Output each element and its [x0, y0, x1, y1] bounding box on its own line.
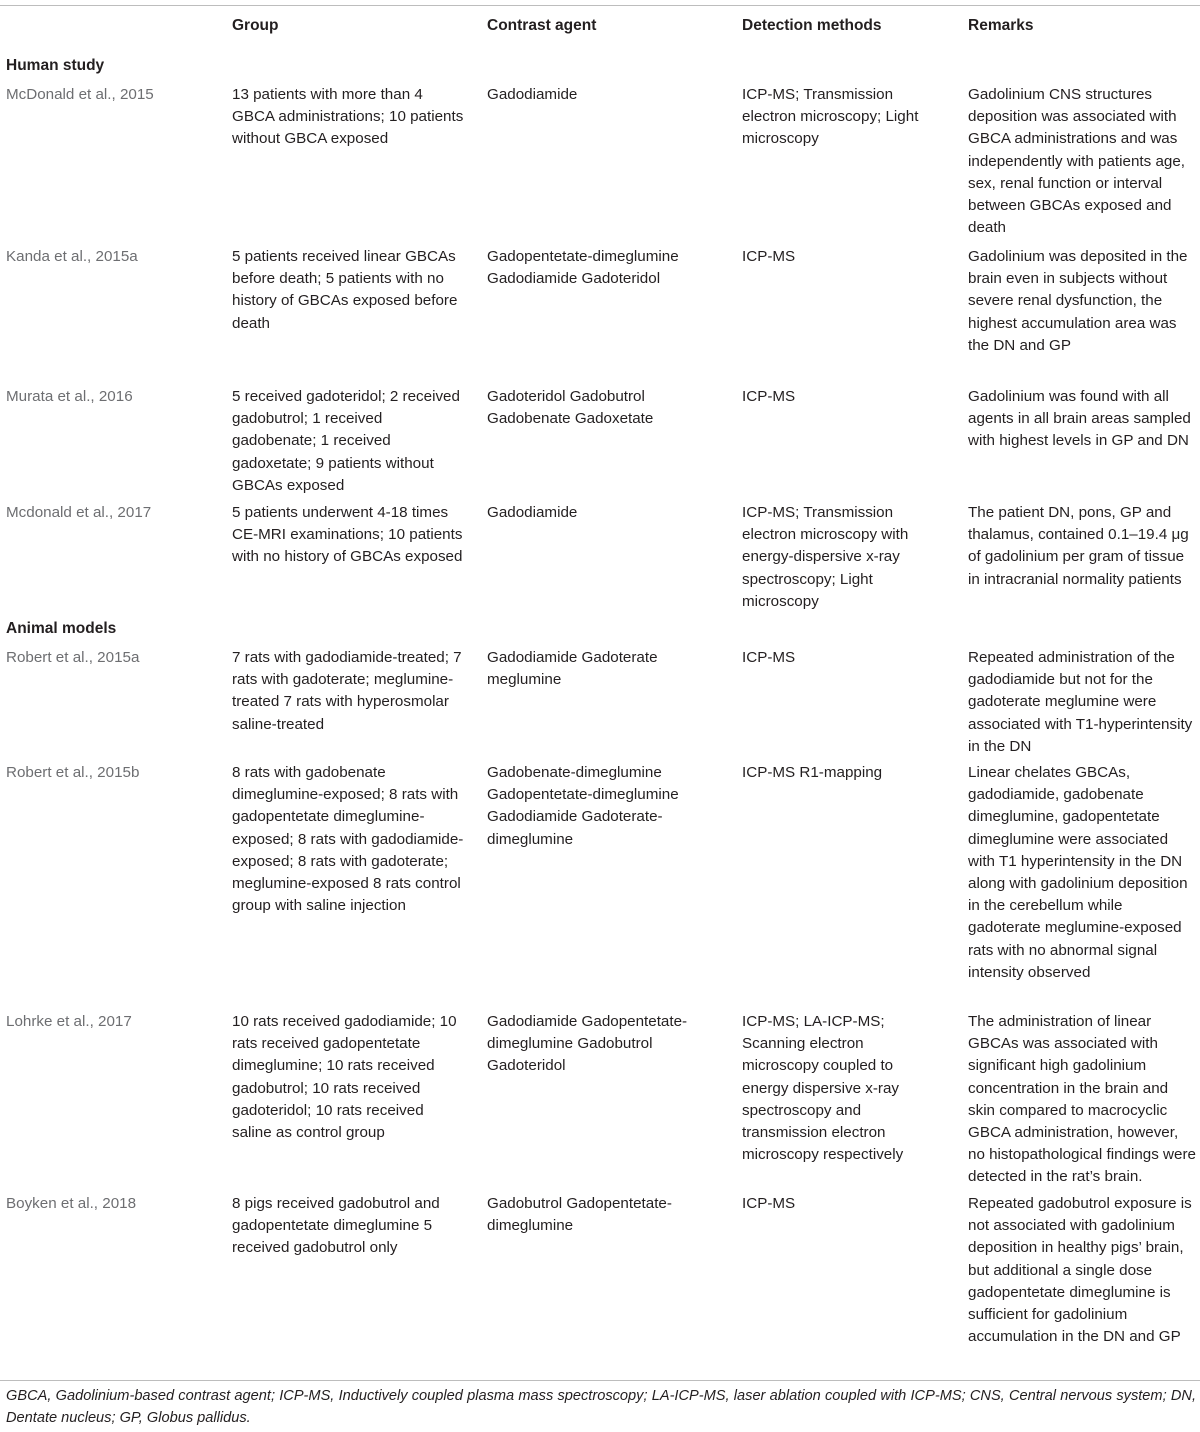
contrast-agent-cell: Gadoteridol Gadobutrol Gadobenate Gadoxetate — [487, 388, 654, 428]
detection-method-cell: ICP-MS; LA-ICP-MS; Scanning electron microscopy coupled to energy dispersive x-ray spectroscopy and transmission electron microscopy respectively — [742, 1013, 904, 1164]
study-cell: Robert et al., 2015b — [6, 764, 140, 781]
detection-method-cell: ICP-MS R1-mapping — [742, 764, 883, 781]
table-bottom-rule — [0, 1380, 1200, 1381]
study-cell: Kanda et al., 2015a — [6, 248, 138, 265]
contrast-agent-cell: Gadobutrol Gadopentetate-dimeglumine — [487, 1195, 672, 1235]
study-cell: Lohrke et al., 2017 — [6, 1013, 132, 1030]
detection-method-cell: ICP-MS — [742, 388, 796, 405]
table-footnote: GBCA, Gadolinium-based contrast agent; ICP-MS, Inductively coupled plasma mass spectroscopy; LA-ICP-MS, laser ablation coupled with ICP-MS; CNS, Central nervous system; DN, Dentate nucleus; GP, Globus pallidus. — [6, 1388, 1196, 1426]
group-cell: 7 rats with gadodiamide-treated; 7 rats with gadoterate; meglumine-treated 7 rats with hyperosmolar saline-treated — [232, 649, 462, 733]
detection-method-cell: ICP-MS; Transmission electron microscopy with energy-dispersive x-ray spectroscopy; Light microscopy — [742, 504, 909, 610]
header-detection-methods: Detection methods — [742, 17, 882, 34]
detection-method-cell: ICP-MS — [742, 248, 796, 265]
remarks-cell: Gadolinium was found with all agents in all brain areas sampled with highest levels in GP and DN — [968, 388, 1191, 450]
remarks-cell: Gadolinium CNS structures deposition was associated with GBCA administrations and was independently with patients age, sex, renal function or interval between GBCAs exposed and death — [968, 86, 1186, 237]
remarks-cell: Linear chelates GBCAs, gadodiamide, gadobenate dimeglumine, gadopentetate dimeglumine were associated with T1 hyperintensity in the DN along with gadolinium deposition in the cerebellum while gadoterate meglumine-exposed rats with no abnormal signal intensity observed — [968, 764, 1188, 981]
study-cell: Mcdonald et al., 2017 — [6, 504, 152, 521]
study-cell: Murata et al., 2016 — [6, 388, 133, 405]
header-remarks: Remarks — [968, 17, 1034, 34]
detection-method-cell: ICP-MS — [742, 649, 796, 666]
group-cell: 8 pigs received gadobutrol and gadopentetate dimeglumine 5 received gadobutrol only — [232, 1195, 440, 1257]
detection-method-cell: ICP-MS; Transmission electron microscopy; Light microscopy — [742, 86, 919, 148]
header-group: Group — [232, 17, 279, 34]
group-cell: 13 patients with more than 4 GBCA administrations; 10 patients without GBCA exposed — [232, 86, 464, 148]
remarks-cell: Gadolinium was deposited in the brain even in subjects without severe renal dysfunction, the highest accumulation area was the DN and GP — [968, 248, 1188, 354]
remarks-cell: Repeated gadobutrol exposure is not associated with gadolinium deposition in healthy pigs’ brain, but additional a single dose gadopentetate dimeglumine is sufficient for gadolinium accumulation in the DN and GP — [968, 1195, 1192, 1346]
group-cell: 8 rats with gadobenate dimeglumine-exposed; 8 rats with gadopentetate dimeglumine-exposed; 8 rats with gadodiamide-exposed; 8 rats with gadoterate; meglumine-exposed 8 rats control group with saline injection — [232, 764, 464, 915]
contrast-agent-cell: Gadobenate-dimeglumine Gadopentetate-dimeglumine Gadodiamide Gadoterate-dimeglumine — [487, 764, 679, 848]
section-animal-models: Animal models — [6, 620, 117, 637]
group-cell: 5 received gadoteridol; 2 received gadobutrol; 1 received gadobenate; 1 received gadoxetate; 9 patients without GBCAs exposed — [232, 388, 460, 494]
group-cell: 5 patients underwent 4-18 times CE-MRI examinations; 10 patients with no history of GBCAs exposed — [232, 504, 463, 566]
contrast-agent-cell: Gadodiamide Gadoterate meglumine — [487, 649, 658, 689]
table-top-rule — [0, 5, 1200, 6]
section-human-study: Human study — [6, 57, 105, 74]
header-contrast-agent: Contrast agent — [487, 17, 597, 34]
study-cell: McDonald et al., 2015 — [6, 86, 154, 103]
group-cell: 10 rats received gadodiamide; 10 rats received gadopentetate dimeglumine; 10 rats received gadobutrol; 10 rats received gadoteridol; 10 rats received saline as control group — [232, 1013, 457, 1142]
study-cell: Boyken et al., 2018 — [6, 1195, 137, 1212]
contrast-agent-cell: Gadodiamide — [487, 86, 578, 103]
group-cell: 5 patients received linear GBCAs before death; 5 patients with no history of GBCAs exposed before death — [232, 248, 458, 332]
contrast-agent-cell: Gadodiamide — [487, 504, 578, 521]
detection-method-cell: ICP-MS — [742, 1195, 796, 1212]
contrast-agent-cell: Gadopentetate-dimeglumine Gadodiamide Gadoteridol — [487, 248, 679, 288]
contrast-agent-cell: Gadodiamide Gadopentetate-dimeglumine Gadobutrol Gadoteridol — [487, 1013, 688, 1075]
study-cell: Robert et al., 2015a — [6, 649, 140, 666]
remarks-cell: Repeated administration of the gadodiamide but not for the gadoterate meglumine were associated with T1-hyperintensity in the DN — [968, 649, 1193, 755]
remarks-cell: The administration of linear GBCAs was associated with significant high gadolinium concentration in the brain and skin compared to macrocyclic GBCA administration, however, no histopathological findings were detected in the rat’s brain. — [968, 1013, 1196, 1186]
remarks-cell: The patient DN, pons, GP and thalamus, contained 0.1–19.4 μg of gadolinium per gram of tissue in intracranial normality patients — [968, 504, 1189, 588]
